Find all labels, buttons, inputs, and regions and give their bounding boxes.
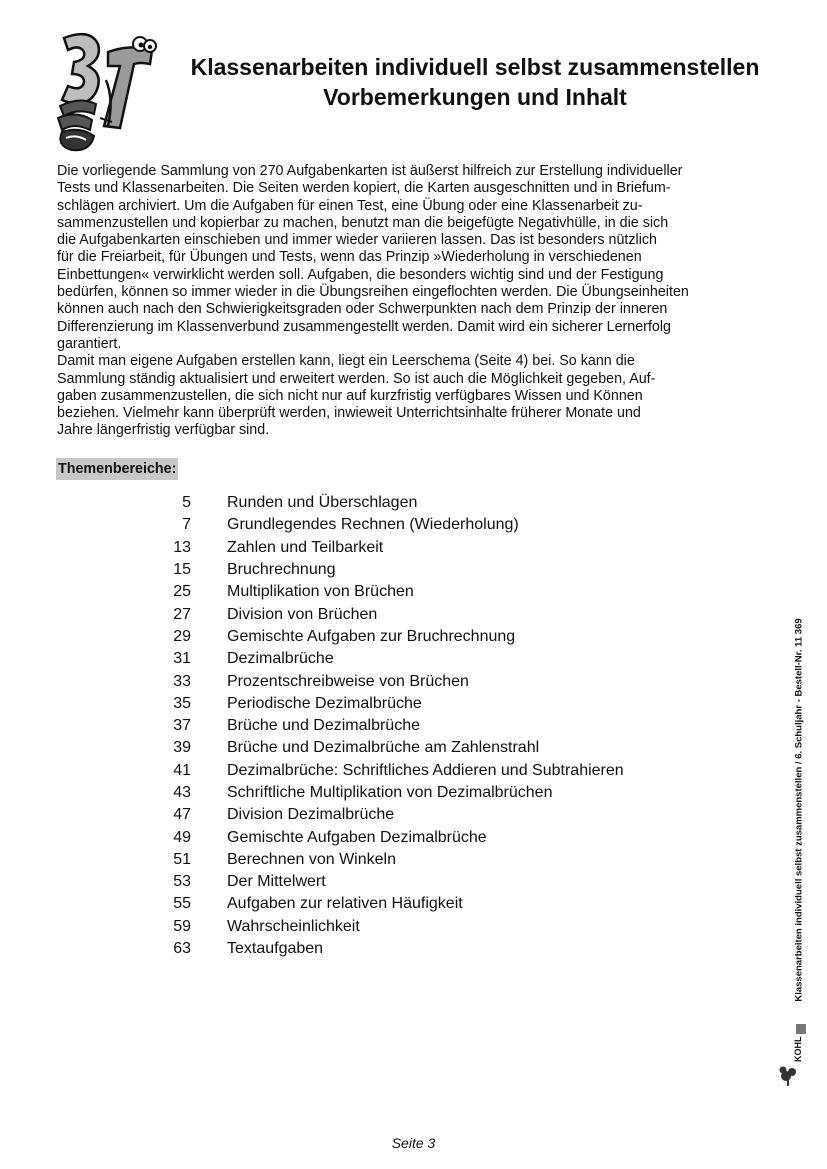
table-of-contents xyxy=(150,492,710,960)
intro-line: Tests und Klassenarbeiten. Die Seiten werden kopiert, die Karten ausgeschnitten und in Briefum- xyxy=(57,180,671,197)
intro-line: gaben zusammenzustellen, die sich nicht nur auf kurzfristig verfügbares Wissen und Können xyxy=(57,387,643,404)
toc-title: Gemischte Aufgaben zur Bruchrechnung xyxy=(227,627,516,645)
toc-title: Periodische Dezimalbrüche xyxy=(227,694,422,712)
toc-row xyxy=(150,581,710,603)
toc-row xyxy=(150,826,710,848)
intro-line: Damit man eigene Aufgaben erstellen kann, liegt ein Leerschema (Seite 4) bei. So kann die xyxy=(57,353,635,370)
toc-title: Division von Brüchen xyxy=(227,605,378,623)
intro-line: garantiert. xyxy=(57,335,122,352)
toc-page-number: 63 xyxy=(173,940,191,958)
toc-row xyxy=(150,559,710,581)
number-mascots-logo-icon xyxy=(50,30,160,155)
intro-line: die Aufgabenkarten einschieben und immer wieder variieren lassen. Das ist besonders nützlich xyxy=(57,232,658,249)
page-subtitle: Vorbemerkungen und Inhalt xyxy=(323,84,627,110)
intro-text xyxy=(57,163,747,440)
toc-page-number: 33 xyxy=(173,672,191,690)
intro-line: bedürfen, können so immer wieder in die Übungsreihen eingeflochten werden. Die Übungseinheiten xyxy=(57,284,689,301)
toc-page-number: 59 xyxy=(173,917,191,935)
intro-line: können auch nach den Schwierigkeitsgraden oder Schwerpunkten nach dem Prinzip der inneren xyxy=(57,301,668,318)
intro-line: Sammlung ständig aktualisiert und erweitert werden. So ist auch die Möglichkeit gegeben, Auf- xyxy=(57,370,656,387)
side-imprint-text: Klassenarbeiten individuell selbst zusammenstellen / 6. Schuljahr - Bestell-Nr. 11 369 xyxy=(793,618,805,1002)
toc-title: Dezimalbrüche xyxy=(227,650,334,668)
toc-title: Textaufgaben xyxy=(227,940,324,958)
toc-row xyxy=(150,537,710,559)
topics-heading: Themenbereiche: xyxy=(56,458,178,480)
toc-title: Wahrscheinlichkeit xyxy=(227,917,360,935)
toc-title: Aufgaben zur relativen Häufigkeit xyxy=(227,895,463,913)
toc-title: Bruchrechnung xyxy=(227,561,336,579)
toc-row xyxy=(150,938,710,960)
toc-page-number: 53 xyxy=(173,873,191,891)
toc-title: Berechnen von Winkeln xyxy=(227,850,396,868)
intro-line: Jahre längerfristig verfügbar sind. xyxy=(57,422,270,439)
toc-title: Prozentschreibweise von Brüchen xyxy=(227,672,469,690)
toc-page-number: 39 xyxy=(173,739,191,757)
toc-row xyxy=(150,804,710,826)
intro-line: Die vorliegende Sammlung von 270 Aufgabenkarten ist äußerst hilfreich zur Erstellung individueller xyxy=(57,163,683,179)
toc-page-number: 15 xyxy=(173,561,191,579)
toc-page-number: 7 xyxy=(182,516,191,534)
side-imprint xyxy=(788,600,810,1020)
toc-row xyxy=(150,626,710,648)
toc-page-number: 35 xyxy=(173,694,191,712)
toc-row xyxy=(150,670,710,692)
toc-title: Der Mittelwert xyxy=(227,873,326,891)
toc-page-number: 25 xyxy=(173,583,191,601)
toc-title: Division Dezimalbrüche xyxy=(227,806,395,824)
toc-page-number: 27 xyxy=(173,605,191,623)
toc-row xyxy=(150,648,710,670)
intro-line: Differenzierung im Klassenverbund zusammengestellt werden. Damit wird ein sicherer Lernerfolg xyxy=(57,318,671,335)
toc-row xyxy=(150,737,710,759)
toc-title: Brüche und Dezimalbrüche am Zahlenstrahl xyxy=(227,739,540,757)
toc-title: Grundlegendes Rechnen (Wiederholung) xyxy=(227,516,519,534)
toc-row xyxy=(150,871,710,893)
page-number: Seite 3 xyxy=(391,1135,436,1151)
publisher-name: KOHL xyxy=(793,1036,803,1062)
kohl-publisher-logo-icon xyxy=(775,1022,815,1092)
toc-title: Runden und Überschlagen xyxy=(227,494,418,512)
intro-line: Einbettungen« verwirklicht werden soll. Aufgaben, die besonders wichtig sind und der Festigung xyxy=(57,266,664,283)
toc-page-number: 37 xyxy=(173,717,191,735)
toc-page-number: 49 xyxy=(173,828,191,846)
toc-page-number: 31 xyxy=(173,650,191,668)
toc-row xyxy=(150,849,710,871)
intro-line: für die Freiarbeit, für Übungen und Tests, wenn das Prinzip »Wiederholung in verschiedenen xyxy=(57,249,642,266)
toc-row xyxy=(150,492,710,514)
toc-title: Gemischte Aufgaben Dezimalbrüche xyxy=(227,828,487,846)
toc-page-number: 13 xyxy=(173,538,191,556)
toc-title: Multiplikation von Brüchen xyxy=(227,583,414,601)
toc-page-number: 43 xyxy=(173,784,191,801)
toc-page-number: 55 xyxy=(173,895,191,913)
title-block xyxy=(160,52,790,112)
toc-row xyxy=(150,514,710,536)
toc-page-number: 51 xyxy=(173,850,191,868)
toc-row xyxy=(150,760,710,782)
toc-row xyxy=(150,916,710,938)
toc-title: Schriftliche Multiplikation von Dezimalbrüchen xyxy=(227,784,553,801)
toc-row xyxy=(150,782,710,804)
toc-row xyxy=(150,603,710,625)
toc-page-number: 29 xyxy=(173,627,191,645)
intro-line: schlägen archiviert. Um die Aufgaben für einen Test, eine Übung oder eine Klassenarbeit zu- xyxy=(57,197,643,214)
toc-title: Zahlen und Teilbarkeit xyxy=(227,538,384,556)
toc-row xyxy=(150,893,710,915)
toc-page-number: 47 xyxy=(173,806,191,824)
toc-row xyxy=(150,693,710,715)
toc-page-number: 41 xyxy=(173,761,191,779)
page-title: Klassenarbeiten individuell selbst zusammenstellen xyxy=(190,54,760,80)
intro-line: sammenzustellen und kopierbar zu machen, benutzt man die beigefügte Negativhülle, in die sich xyxy=(57,214,669,231)
toc-title: Dezimalbrüche: Schriftliches Addieren und Subtrahieren xyxy=(227,761,624,779)
toc-row xyxy=(150,715,710,737)
intro-line: beziehen. Vielmehr kann überprüft werden, inwieweit Unterrichtsinhalte früherer Monate und xyxy=(57,405,641,422)
toc-page-number: 5 xyxy=(182,494,191,512)
toc-title: Brüche und Dezimalbrüche xyxy=(227,717,420,735)
